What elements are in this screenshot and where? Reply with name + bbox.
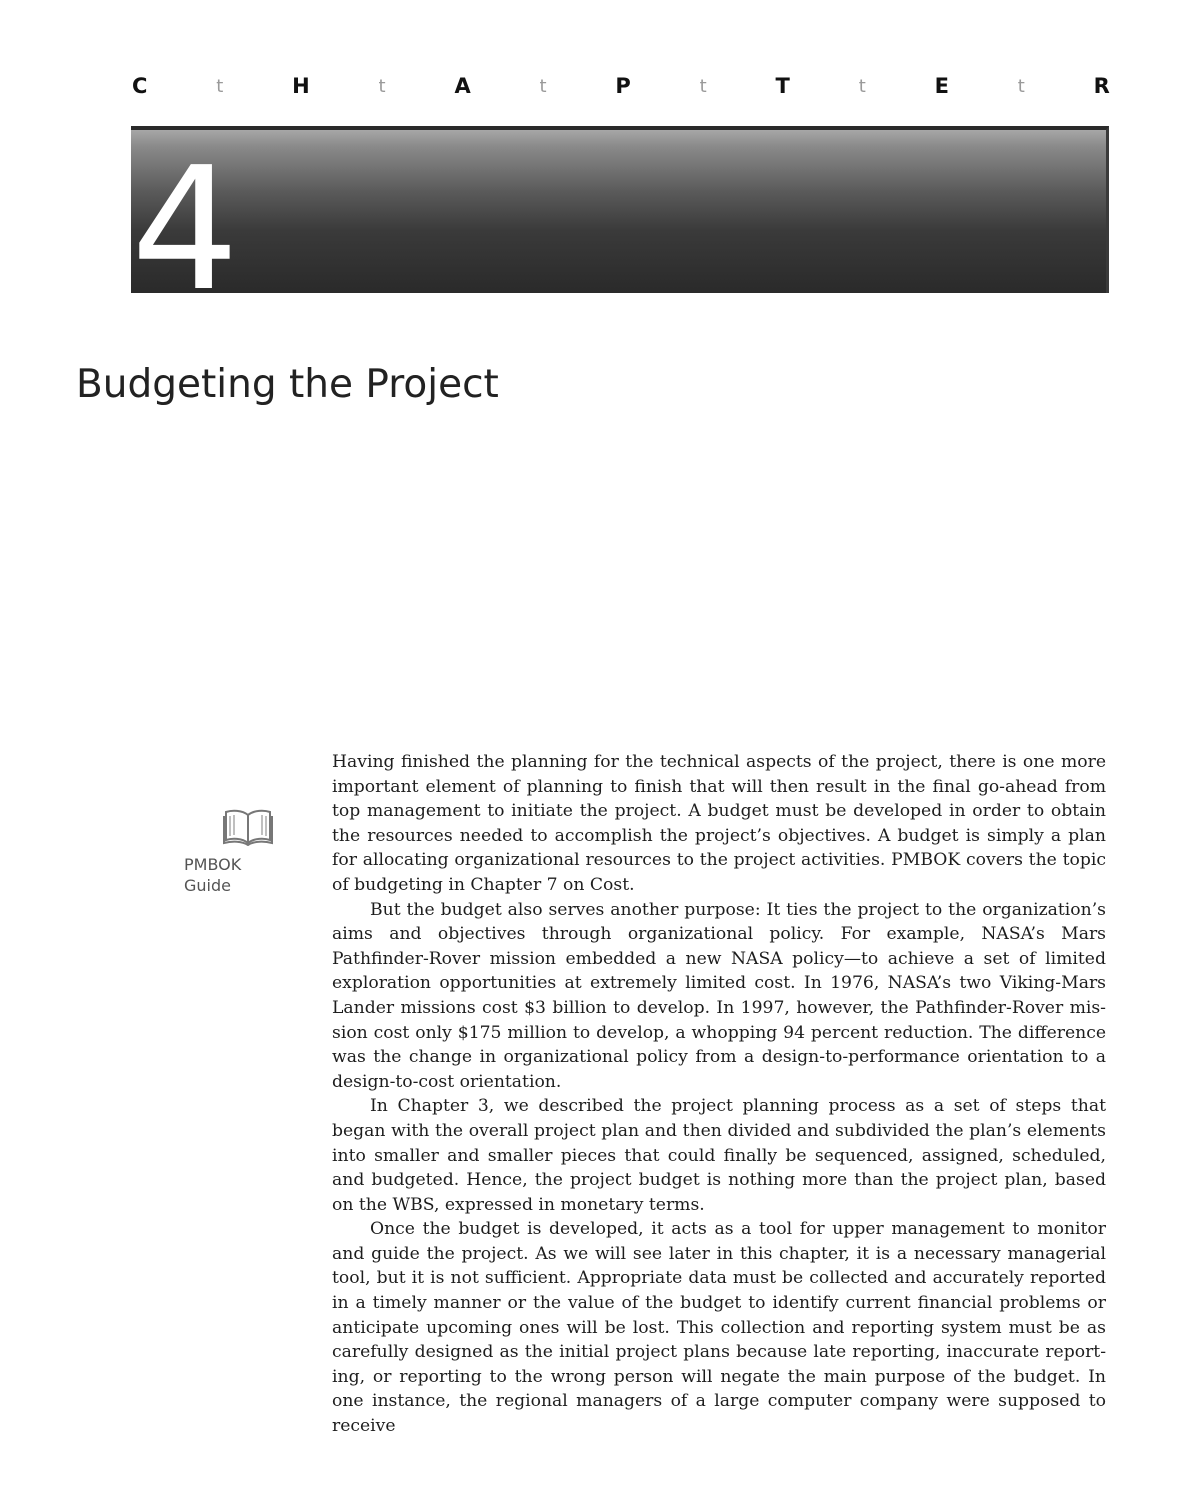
- paragraph: Having finished the planning for the technical aspects of the project, there is one more important element of planning to finish that will then result in the final go-ahead from top management to initiate the project. A budget must be developed in order to obtain the resources needed to accomplish the project’s objectives. A budget is simply a plan for allocating organizational resources to the project activities. PMBOK covers the topic of budgeting in Chapter 7 on Cost.: [332, 752, 1106, 895]
- pmbok-margin-note: [184, 808, 284, 896]
- chapter-label-letter: H: [292, 74, 310, 98]
- chapter-label-letter: t: [216, 75, 224, 97]
- chapter-label-letter: T: [775, 74, 790, 98]
- chapter-label-letter: C: [132, 74, 148, 98]
- chapter-label-letter: t: [858, 75, 866, 97]
- pmbok-label: PMBOK: [184, 855, 242, 874]
- paragraph: Once the budget is developed, it acts as a tool for upper management to monitor and guide the project. As we will see later in this chapter, it is a necessary managerial tool, but it is not sufficient. Appropriate data must be collected and accurately reported in a timely manner or the value of the budget to identify current financial problems or anticipate upcoming ones will be lost. This collection and reporting system must be as carefully designed as the initial project plans because late reporting, inaccurate report- ing, or reporting to the wrong person will negate the main purpose of the budget. In one instance, the regional managers of a large computer company were supposed to receive: [332, 1219, 1106, 1437]
- chapter-number: 4: [131, 131, 236, 293]
- chapter-label-letter: t: [539, 75, 547, 97]
- chapter-label-letter: t: [378, 75, 386, 97]
- paragraph: In Chapter 3, we described the project planning process as a set of steps that began with the overall project plan and then divided and subdivided the plan’s elements into smaller and smaller pieces that could finally be sequenced, assigned, scheduled, and budgeted. Hence, the project budget is nothing more than the project plan, based on the WBS, expressed in monetary terms.: [332, 1096, 1106, 1215]
- paragraph: But the budget also serves another purpose: It ties the project to the organization’s aims and objectives through organizational policy. For example, NASA’s Mars Pathfinder-Rover mission embedded a new NASA policy—to achieve a set of limited exploration opportunities at extremely limited cost. In 1976, NASA’s two Viking-Mars Lander missions cost $3 billion to develop. In 1997, however, the Pathfinder-Rover mis- sion cost only $175 million to develop, a whopping 94 percent reduction. The difference was the change in organizational policy from a design-to-performance orientation to a design-to-cost orientation.: [332, 899, 1106, 1092]
- chapter-title: Budgeting the Project: [76, 362, 499, 407]
- guide-label: Guide: [184, 876, 231, 895]
- chapter-banner: [131, 126, 1109, 293]
- chapter-label-letter: R: [1093, 74, 1110, 98]
- chapter-label-letter: t: [699, 75, 707, 97]
- chapter-label-letter: E: [934, 74, 949, 98]
- body-text: [332, 750, 1106, 1439]
- chapter-label: [132, 72, 1110, 100]
- chapter-label-letter: t: [1017, 75, 1025, 97]
- chapter-label-letter: P: [615, 74, 631, 98]
- open-book-icon: [222, 808, 274, 846]
- chapter-label-letter: A: [454, 74, 471, 98]
